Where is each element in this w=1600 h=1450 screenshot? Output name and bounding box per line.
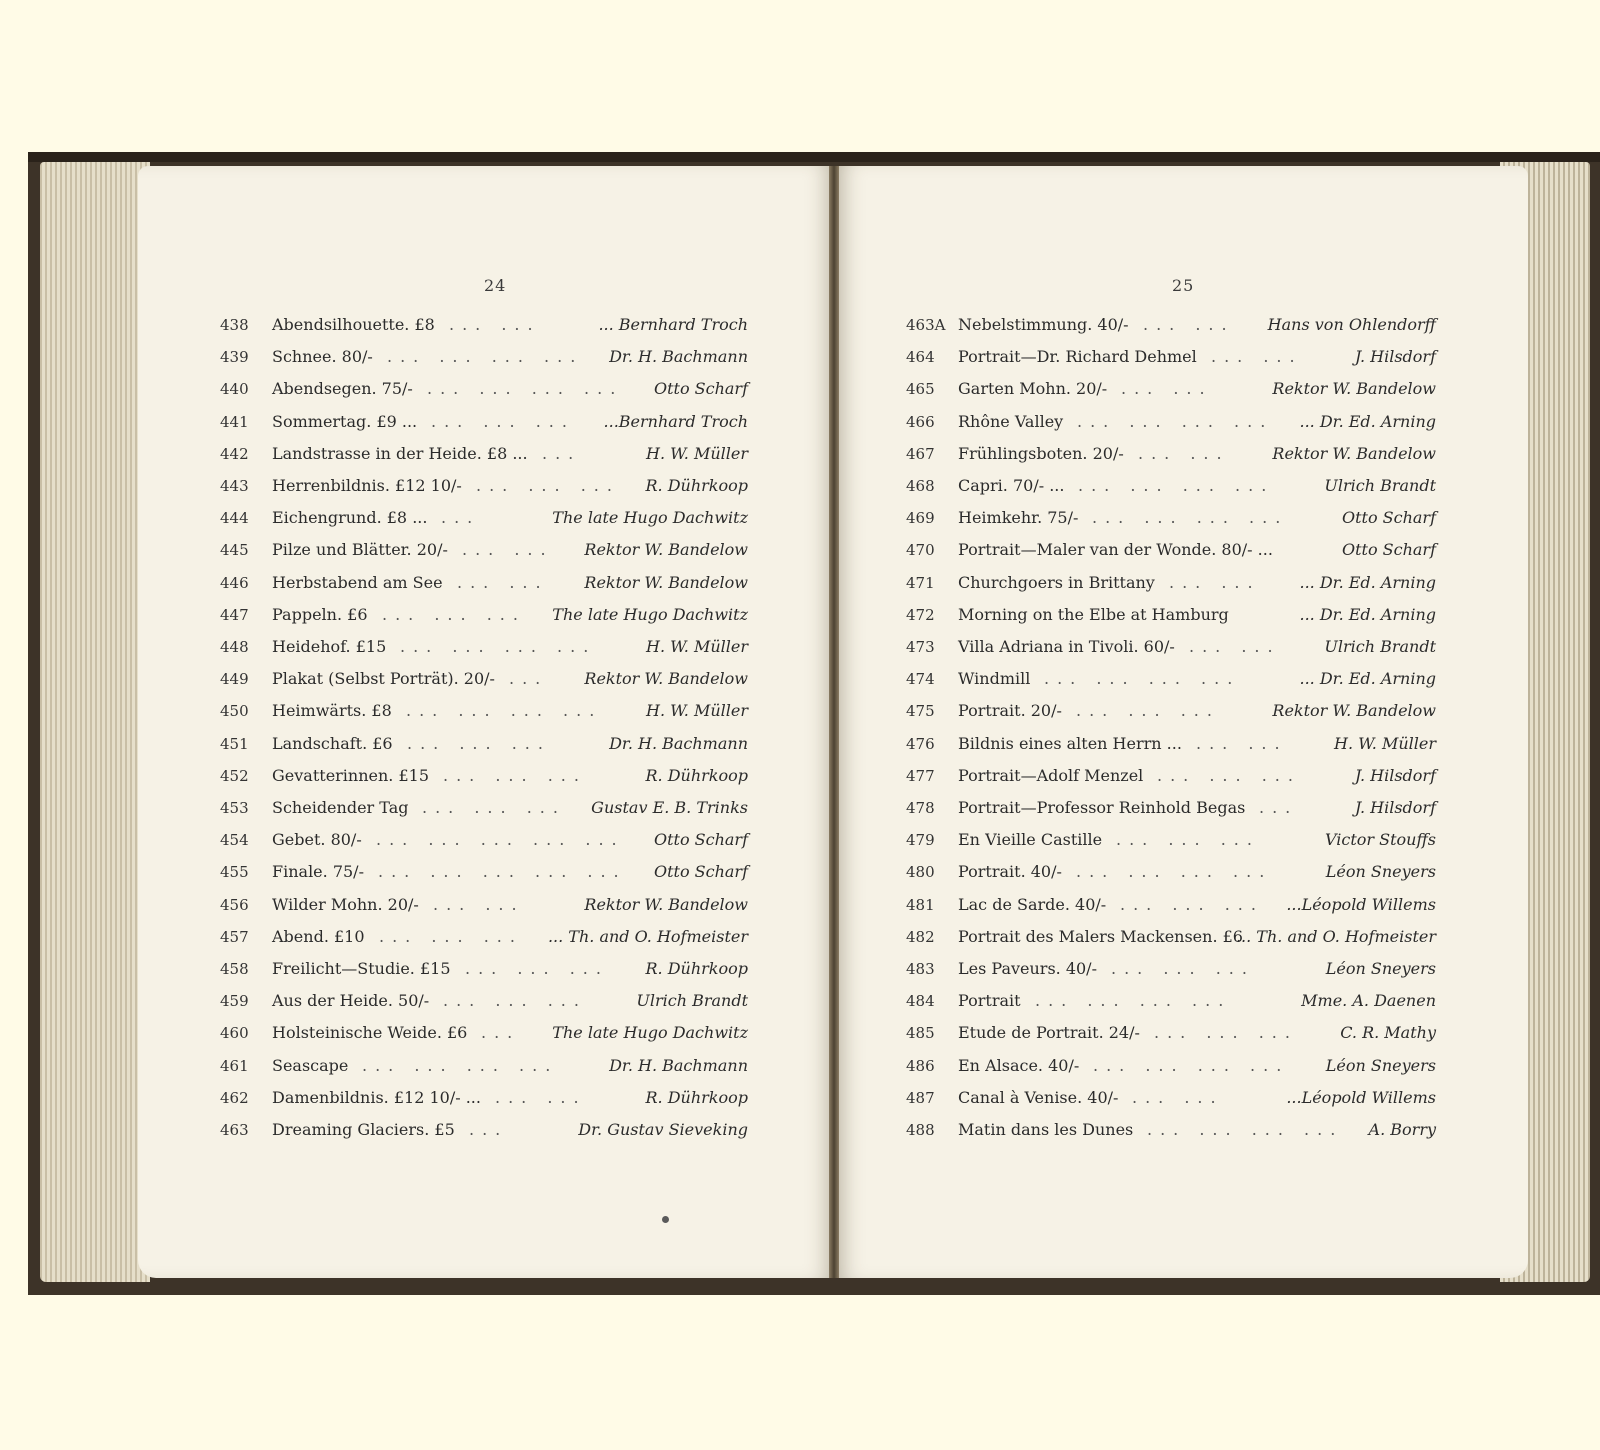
dot-leader: ... ... ... ... (1078, 476, 1275, 495)
entry-artist: R. Dührkoop (645, 959, 748, 978)
entry-artist: Ulrich Brandt (1324, 476, 1436, 495)
dot-leader: ... (469, 1120, 509, 1139)
entry-number: 485 (906, 1024, 935, 1043)
entry-artist: ... Th. and O. Hofmeister (547, 926, 748, 946)
entry-artist: ... Dr. Ed. Arning (1299, 411, 1436, 431)
entry-artist: Rektor W. Bandelow (584, 894, 748, 914)
entry-number: 441 (220, 412, 249, 431)
catalogue-entry (906, 312, 1436, 338)
entry-number: 471 (906, 573, 935, 592)
catalogue-entry (220, 956, 748, 982)
dot-leader: ... ... ... ... (1044, 669, 1241, 689)
entry-number: 445 (220, 541, 249, 560)
entry-title: Windmill (958, 669, 1031, 689)
entry-artist: Rektor W. Bandelow (584, 669, 748, 689)
catalogue-entry (220, 441, 748, 467)
entry-artist: Gustav E. B. Trinks (591, 798, 748, 817)
dot-leader: ... ... ... ... ... (378, 862, 627, 882)
entry-title: Seascape (272, 1055, 349, 1075)
catalogue-entry (220, 859, 748, 885)
entry-title: Rhône Valley (958, 411, 1064, 431)
right-page-number: 25 (1172, 276, 1195, 295)
dot-leader: ... ... ... ... (427, 379, 624, 399)
entry-artist: Léon Sneyers (1325, 862, 1436, 882)
catalogue-entry (220, 698, 748, 724)
catalogue-entry (906, 1053, 1436, 1079)
catalogue-entry (220, 570, 748, 596)
entry-artist: Rektor W. Bandelow (584, 540, 748, 560)
entry-artist: ... Dr. Ed. Arning (1299, 669, 1436, 689)
entry-artist: J. Hilsdorf (1354, 798, 1436, 817)
entry-number: 438 (220, 316, 249, 334)
entry-number: 457 (220, 927, 249, 946)
left-page (138, 166, 834, 1278)
entry-title: Portrait. 20/- (958, 701, 1062, 721)
entry-title: En Vieille Castille (958, 830, 1103, 850)
entry-artist: Dr. H. Bachmann (609, 1055, 748, 1075)
entry-artist: Rektor W. Bandelow (1272, 443, 1436, 463)
entry-artist: ...Léopold Willems (1286, 894, 1436, 914)
dot-leader: ... (509, 669, 549, 689)
entry-number: 452 (220, 766, 249, 785)
dot-leader: ... ... ... (1120, 894, 1264, 914)
catalogue-entry (220, 924, 748, 950)
entry-title: Dreaming Glaciers. £5 (272, 1120, 455, 1139)
entry-title: Heimkehr. 75/- (958, 508, 1079, 528)
catalogue-entry (906, 602, 1436, 628)
dot-leader: ... ... ... ... (1092, 508, 1289, 528)
entry-title: Portrait—Dr. Richard Dehmel (958, 347, 1197, 367)
catalogue-entry (906, 344, 1436, 370)
dot-leader: ... (481, 1023, 521, 1043)
dot-leader: ... ... ... (407, 733, 551, 753)
entry-number: 453 (220, 799, 249, 817)
catalogue-entry (220, 1117, 748, 1143)
dot-leader: ... ... (1121, 379, 1213, 399)
catalogue-entry (906, 505, 1436, 531)
entry-title: Abendsilhouette. £8 (272, 315, 435, 334)
catalogue-entry (906, 988, 1436, 1014)
entry-artist: Ulrich Brandt (636, 991, 748, 1011)
catalogue-entry (220, 666, 748, 692)
catalogue-entry (220, 505, 748, 531)
dot-leader: ... ... ... ... (1147, 1120, 1344, 1139)
catalogue-entry (220, 537, 748, 563)
entry-artist: Dr. H. Bachmann (609, 347, 748, 367)
dot-leader: ... ... (449, 315, 541, 334)
entry-title: Aus der Heide. 50/- (272, 991, 430, 1011)
dot-leader: ... ... (1143, 315, 1235, 334)
page-stack-left (40, 162, 150, 1282)
entry-number: 454 (220, 831, 249, 850)
catalogue-entry (906, 473, 1436, 499)
entry-artist: ...Léopold Willems (1286, 1087, 1436, 1107)
entry-number: 475 (906, 702, 935, 721)
catalogue-entry (220, 988, 748, 1014)
entry-title: Portrait—Maler van der Wonde. 80/- ... (958, 540, 1273, 560)
entry-artist: Rektor W. Bandelow (1272, 701, 1436, 721)
entry-title: Abendsegen. 75/- (272, 379, 413, 399)
dot-leader: ... ... ... ... (362, 1055, 559, 1075)
entry-title: Heimwärts. £8 (272, 701, 392, 721)
catalogue-entry (906, 376, 1436, 402)
entry-title: Portrait des Malers Mackensen. £6 (958, 926, 1243, 946)
entry-number: 468 (906, 477, 935, 495)
entry-title: Scheidender Tag (272, 798, 409, 817)
dot-leader: ... ... ... (1111, 959, 1255, 978)
entry-title: Heidehof. £15 (272, 637, 387, 656)
entry-number: 446 (220, 573, 249, 592)
catalogue-entry (906, 570, 1436, 596)
entry-artist: Otto Scharf (1341, 508, 1436, 528)
dot-leader: ... ... (1132, 1087, 1224, 1107)
dot-leader: ... ... ... (443, 991, 587, 1011)
entry-title: Herbstabend am See (272, 572, 443, 592)
dot-leader: ... ... (1196, 733, 1288, 753)
dot-leader: ... ... (1169, 572, 1261, 592)
catalogue-entry (220, 827, 748, 853)
entry-title: En Alsace. 40/- (958, 1055, 1080, 1075)
dot-leader: ... ... ... (1154, 1023, 1298, 1043)
entry-number: 467 (906, 444, 935, 463)
entry-title: Holsteinische Weide. £6 (272, 1023, 468, 1043)
dot-leader: ... ... ... (1157, 765, 1301, 785)
entry-artist: Léon Sneyers (1325, 1055, 1436, 1075)
entry-artist: Dr. H. Bachmann (609, 733, 748, 753)
catalogue-entry (906, 634, 1436, 660)
entry-title: Wilder Mohn. 20/- (272, 894, 419, 914)
entry-artist: ... Th. and O. Hofmeister (1235, 926, 1436, 946)
entry-number: 479 (906, 831, 935, 850)
entry-title: Etude de Portrait. 24/- (958, 1023, 1140, 1043)
entry-artist: Rektor W. Bandelow (584, 572, 748, 592)
entry-number: 488 (906, 1121, 935, 1139)
dot-leader: ... ... (1138, 443, 1230, 463)
catalogue-entry (906, 698, 1436, 724)
entry-title: Villa Adriana in Tivoli. 60/- (958, 637, 1175, 656)
dot-leader: ... ... ... (1076, 701, 1220, 721)
entry-title: Freilicht—Studie. £15 (272, 959, 451, 978)
entry-number: 464 (906, 348, 935, 367)
entry-title: Herrenbildnis. £12 10/- (272, 476, 462, 495)
right-page (836, 166, 1528, 1278)
dot-leader: ... ... ... ... ... (376, 830, 625, 850)
entry-artist: C. R. Mathy (1340, 1023, 1436, 1043)
entry-number: 463A (906, 316, 946, 334)
dot-leader: ... ... ... (431, 411, 575, 431)
dot-leader: ... (1259, 798, 1299, 817)
entry-number: 456 (220, 895, 249, 914)
catalogue-entry (906, 795, 1436, 821)
entry-title: Eichengrund. £8 ... (272, 508, 428, 528)
entry-title: Nebelstimmung. 40/- (958, 315, 1129, 334)
entry-artist: ... Dr. Ed. Arning (1299, 572, 1436, 592)
entry-title: Abend. £10 (272, 926, 365, 946)
entry-number: 442 (220, 444, 249, 463)
dot-leader: ... ... ... ... (1035, 991, 1232, 1011)
ink-spot (662, 1216, 669, 1223)
entry-number: 469 (906, 509, 935, 528)
entry-artist: Victor Stouffs (1324, 830, 1436, 850)
dot-leader: ... ... ... ... (1076, 862, 1273, 882)
entry-title: Portrait—Adolf Menzel (958, 765, 1144, 785)
entry-number: 466 (906, 412, 935, 431)
entry-number: 439 (220, 348, 249, 367)
dot-leader: ... ... ... ... (387, 347, 584, 367)
entry-title: Les Paveurs. 40/- (958, 959, 1097, 978)
dot-leader: ... ... ... ... (1077, 411, 1274, 431)
entry-artist: The late Hugo Dachwitz (552, 604, 748, 624)
entry-number: 440 (220, 380, 249, 399)
entry-title: Matin dans les Dunes (958, 1120, 1134, 1139)
catalogue-entry (220, 1020, 748, 1046)
entry-number: 444 (220, 509, 249, 528)
entry-title: Morning on the Elbe at Hamburg (958, 604, 1229, 624)
catalogue-entry (906, 1020, 1436, 1046)
entry-title: Canal à Venise. 40/- (958, 1087, 1119, 1107)
left-page-number: 24 (484, 276, 507, 295)
entry-artist: R. Dührkoop (645, 765, 748, 785)
dot-leader: ... ... ... (382, 604, 526, 624)
entry-artist: ... Bernhard Troch (598, 315, 748, 334)
catalogue-entry (906, 956, 1436, 982)
entry-artist: Hans von Ohlendorff (1267, 315, 1436, 334)
entry-title: Landschaft. £6 (272, 733, 393, 753)
catalogue-entry (906, 892, 1436, 918)
entry-title: Capri. 70/- ... (958, 476, 1065, 495)
entry-artist: Otto Scharf (1341, 540, 1436, 560)
dot-leader: ... ... (433, 894, 525, 914)
entry-number: 462 (220, 1088, 249, 1107)
entry-artist: Léon Sneyers (1325, 959, 1436, 978)
entry-title: Churchgoers in Brittany (958, 572, 1155, 592)
catalogue-entry (220, 892, 748, 918)
entry-artist: ... Dr. Ed. Arning (1299, 604, 1436, 624)
entry-artist: H. W. Müller (646, 701, 748, 721)
entry-artist: The late Hugo Dachwitz (552, 1023, 748, 1043)
entry-number: 459 (220, 992, 249, 1011)
catalogue-entry (220, 634, 748, 660)
dot-leader: ... ... ... (379, 926, 523, 946)
entry-title: Pilze und Blätter. 20/- (272, 540, 448, 560)
entry-number: 473 (906, 638, 935, 656)
entry-number: 474 (906, 670, 935, 689)
entry-number: 470 (906, 541, 935, 560)
entry-title: Frühlingsboten. 20/- (958, 443, 1124, 463)
entry-artist: ...Bernhard Troch (603, 411, 748, 431)
entry-artist: J. Hilsdorf (1354, 765, 1436, 785)
entry-artist: H. W. Müller (646, 443, 748, 463)
entry-number: 484 (906, 992, 935, 1011)
entry-artist: Dr. Gustav Sieveking (578, 1120, 748, 1139)
entry-number: 480 (906, 863, 935, 882)
entry-number: 458 (220, 960, 249, 978)
entry-number: 448 (220, 638, 249, 656)
entry-number: 451 (220, 734, 249, 753)
entry-number: 481 (906, 895, 935, 914)
catalogue-entry (906, 731, 1436, 757)
entry-artist: The late Hugo Dachwitz (552, 508, 748, 528)
dot-leader: ... (542, 443, 582, 463)
entry-artist: R. Dührkoop (645, 1087, 748, 1107)
entry-title: Portrait (958, 991, 1021, 1011)
catalogue-entry (220, 795, 748, 821)
entry-title: Finale. 75/- (272, 862, 364, 882)
dot-leader: ... ... ... (465, 959, 609, 978)
catalogue-entry (220, 344, 748, 370)
catalogue-entry (906, 441, 1436, 467)
catalogue-entry (906, 666, 1436, 692)
catalogue-entry (906, 924, 1436, 950)
entry-title: Damenbildnis. £12 10/- ... (272, 1087, 481, 1107)
catalogue-entry (906, 859, 1436, 885)
dot-leader: ... ... (1189, 637, 1281, 656)
entry-number: 449 (220, 670, 249, 689)
dot-leader: ... ... ... (1116, 830, 1260, 850)
catalogue-entry (906, 409, 1436, 435)
catalogue-entry (220, 312, 748, 338)
entry-number: 487 (906, 1088, 935, 1107)
dot-leader: ... ... ... (422, 798, 566, 817)
entry-artist: Rektor W. Bandelow (1272, 379, 1436, 399)
dot-leader: ... ... ... (476, 476, 620, 495)
catalogue-entry (906, 1085, 1436, 1111)
entry-title: Garten Mohn. 20/- (958, 379, 1108, 399)
catalogue-entry (220, 731, 748, 757)
entry-title: Gevatterinnen. £15 (272, 765, 430, 785)
catalogue-entry (220, 1053, 748, 1079)
entry-number: 478 (906, 799, 935, 817)
entry-number: 463 (220, 1121, 249, 1139)
entry-number: 472 (906, 605, 935, 624)
entry-number: 483 (906, 960, 935, 978)
entry-title: Pappeln. £6 (272, 604, 368, 624)
entry-title: Portrait. 40/- (958, 862, 1062, 882)
dot-leader: ... (441, 508, 481, 528)
entry-artist: R. Dührkoop (645, 476, 748, 495)
entry-number: 482 (906, 927, 935, 946)
entry-artist: A. Borry (1368, 1120, 1436, 1139)
catalogue-entry (220, 763, 748, 789)
dot-leader: ... ... ... ... (400, 637, 597, 656)
entry-number: 461 (220, 1056, 249, 1075)
book-spine-edge (28, 152, 1600, 162)
entry-artist: H. W. Müller (646, 637, 748, 656)
entry-title: Portrait—Professor Reinhold Begas (958, 798, 1246, 817)
entry-title: Landstrasse in der Heide. £8 ... (272, 443, 528, 463)
catalogue-entry (906, 1117, 1436, 1143)
book-gutter (829, 166, 839, 1278)
entry-artist: Ulrich Brandt (1324, 637, 1436, 656)
entry-artist: Mme. A. Daenen (1301, 991, 1436, 1011)
catalogue-entry (220, 602, 748, 628)
catalogue-entry (220, 409, 748, 435)
entry-artist: Otto Scharf (653, 830, 748, 850)
entry-number: 460 (220, 1024, 249, 1043)
catalogue-entry (220, 473, 748, 499)
entry-artist: H. W. Müller (1334, 733, 1436, 753)
dot-leader: ... ... (457, 572, 549, 592)
entry-title: Gebet. 80/- (272, 830, 362, 850)
dot-leader: ... ... (1211, 347, 1303, 367)
catalogue-entry (220, 1085, 748, 1111)
dot-leader: ... ... (462, 540, 554, 560)
dot-leader: ... ... (495, 1087, 587, 1107)
dot-leader: ... ... ... ... (1093, 1055, 1290, 1075)
catalogue-entry (220, 376, 748, 402)
catalogue-entry (906, 763, 1436, 789)
entry-artist: Otto Scharf (653, 379, 748, 399)
entry-title: Bildnis eines alten Herrn ... (958, 733, 1182, 753)
dot-leader: ... ... ... ... (406, 701, 603, 721)
entry-number: 465 (906, 380, 935, 399)
catalogue-entry (906, 827, 1436, 853)
entry-number: 477 (906, 766, 935, 785)
entry-title: Plakat (Selbst Porträt). 20/- (272, 669, 495, 689)
entry-artist: Otto Scharf (653, 862, 748, 882)
entry-number: 476 (906, 734, 935, 753)
entry-number: 450 (220, 702, 249, 721)
entry-number: 443 (220, 477, 249, 495)
entry-artist: J. Hilsdorf (1354, 347, 1436, 367)
entry-title: Lac de Sarde. 40/- (958, 894, 1107, 914)
dot-leader: ... ... ... (443, 765, 587, 785)
entry-number: 486 (906, 1056, 935, 1075)
entry-number: 447 (220, 605, 249, 624)
catalogue-entry (906, 537, 1436, 563)
entry-number: 455 (220, 863, 249, 882)
entry-title: Schnee. 80/- (272, 347, 373, 367)
entry-title: Sommertag. £9 ... (272, 411, 418, 431)
